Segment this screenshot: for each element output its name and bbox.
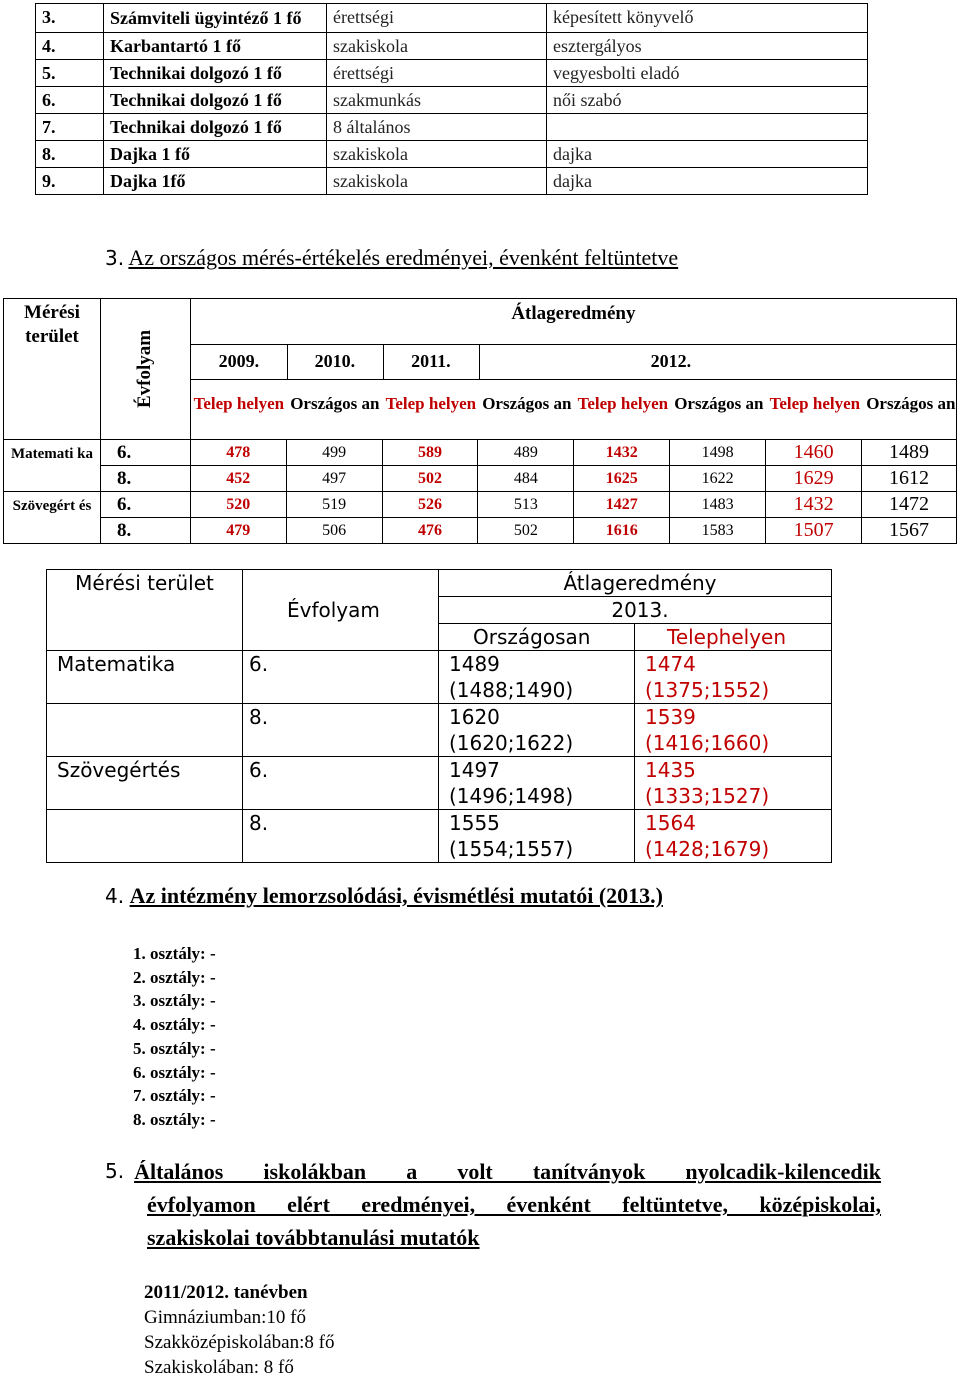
value-orszagos: 484	[478, 466, 574, 492]
avg-header-cell	[190, 299, 956, 440]
grade-cell: 6.	[243, 757, 439, 810]
staff-education: érettségi	[327, 60, 547, 87]
divider	[383, 345, 384, 379]
grade-cell: 6.	[100, 492, 190, 518]
result-row	[4, 466, 957, 492]
area-header-2: Mérési terület	[47, 570, 243, 597]
staff-row-number: 4.	[36, 33, 104, 60]
orszagosan-value: 1620	[449, 705, 500, 729]
staff-qualification: esztergályos	[547, 33, 868, 60]
orszagosan-cell	[439, 704, 635, 757]
telephelyen-value: 1474	[645, 652, 696, 676]
value-telep: 526	[382, 492, 478, 518]
area-cell	[47, 704, 243, 757]
class-list	[133, 942, 216, 1132]
staff-row	[36, 141, 868, 168]
col-orszagosan: Országosan	[439, 624, 635, 651]
telephelyen-interval: (1333;1527)	[645, 784, 770, 808]
staff-role: Dajka 1 fő	[104, 141, 327, 168]
value-telep: 478	[190, 440, 286, 466]
area-cell: Matematika	[47, 651, 243, 704]
value-orszagos: 513	[478, 492, 574, 518]
grade-header-cell	[100, 299, 190, 440]
staff-qualification: dajka	[547, 168, 868, 195]
staff-role: Dajka 1fő	[104, 168, 327, 195]
telephelyen-value: 1539	[645, 705, 696, 729]
avg-header: Átlageredmény	[511, 303, 636, 324]
staff-role: Technikai dolgozó 1 fő	[104, 60, 327, 87]
staff-qualification: képesített könyvelő	[547, 4, 868, 33]
result-row	[4, 518, 957, 544]
stats-gymnasium: Gimnáziumban:10 fő	[144, 1307, 306, 1328]
results-table-2009-2012	[3, 298, 957, 544]
value-telep: 1507	[766, 518, 862, 544]
orszagosan-interval: (1496;1498)	[449, 784, 574, 808]
value-orszagos: 1498	[670, 440, 766, 466]
value-telep: 1427	[574, 492, 670, 518]
value-telep: 1432	[766, 492, 862, 518]
grade-header: Évfolyam	[134, 329, 156, 409]
year-label: 2009.	[218, 351, 260, 371]
area-header: Mérési terület	[4, 299, 101, 440]
sub-header-telep: Telep helyen	[769, 394, 861, 413]
col-telephelyen: Telephelyen	[635, 624, 832, 651]
class-item: 1. osztály: -	[133, 944, 216, 963]
value-orszagos: 1612	[862, 466, 957, 492]
staff-row-number: 8.	[36, 141, 104, 168]
telephelyen-cell	[635, 757, 832, 810]
orszagosan-cell	[439, 810, 635, 863]
staff-education: érettségi	[327, 4, 547, 33]
grade-cell: 6.	[100, 440, 190, 466]
staff-row-number: 5.	[36, 60, 104, 87]
results-table-2013-body	[47, 651, 832, 863]
orszagosan-value: 1555	[449, 811, 500, 835]
section-title: Az intézmény lemorzsolódási, évismétlési mutatói (2013.)	[129, 883, 663, 908]
section-number: 3.	[105, 246, 125, 270]
blank-cell	[243, 570, 439, 597]
grade-cell: 8.	[243, 810, 439, 863]
value-telep: 1625	[574, 466, 670, 492]
staff-row-number: 6.	[36, 87, 104, 114]
staff-row	[36, 168, 868, 195]
orszagosan-value: 1489	[449, 652, 500, 676]
area-text: Szövegért és	[4, 492, 101, 544]
orszagosan-cell	[439, 757, 635, 810]
year-2013: 2013.	[439, 597, 832, 624]
sub-header-orszagos: Országos an	[290, 394, 380, 413]
section-4-heading	[105, 883, 663, 909]
telephelyen-value: 1435	[645, 758, 696, 782]
staff-qualification	[547, 114, 868, 141]
staff-education: szakiskola	[327, 168, 547, 195]
staff-role: Technikai dolgozó 1 fő	[104, 87, 327, 114]
value-telep: 520	[190, 492, 286, 518]
staff-role: Karbantartó 1 fő	[104, 33, 327, 60]
result-row	[4, 492, 957, 518]
divider	[287, 345, 288, 379]
value-orszagos: 1472	[862, 492, 957, 518]
staff-qualification: női szabó	[547, 87, 868, 114]
telephelyen-interval: (1428;1679)	[645, 837, 770, 861]
value-orszagos: 1567	[862, 518, 957, 544]
value-orszagos: 1622	[670, 466, 766, 492]
telephelyen-value: 1564	[645, 811, 696, 835]
staff-row-number: 7.	[36, 114, 104, 141]
stats-vocational: Szakiskolában: 8 fő	[144, 1357, 294, 1378]
value-telep: 1432	[574, 440, 670, 466]
value-orszagos: 519	[286, 492, 382, 518]
value-orszagos: 489	[478, 440, 574, 466]
section-title-line-1: Általános iskolákban a volt tanítványok nyolcadik-kilencedik	[134, 1159, 881, 1184]
telephelyen-cell	[635, 651, 832, 704]
staff-row	[36, 4, 868, 33]
sub-header-orszagos: Országos an	[482, 394, 572, 413]
orszagosan-interval: (1554;1557)	[449, 837, 574, 861]
orszagosan-cell	[439, 651, 635, 704]
result-row-2013	[47, 704, 832, 757]
orszagosan-interval: (1620;1622)	[449, 731, 574, 755]
section-3-heading	[105, 245, 678, 271]
area-cell	[47, 810, 243, 863]
sub-header-telep: Telep helyen	[577, 394, 669, 413]
area-math: Matemati ka	[4, 440, 101, 492]
grade-cell: 8.	[243, 704, 439, 757]
sub-header-telep: Telep helyen	[193, 394, 285, 413]
value-telep: 479	[190, 518, 286, 544]
class-item: 7. osztály: -	[133, 1086, 216, 1106]
telephelyen-cell	[635, 704, 832, 757]
sub-header-telep: Telep helyen	[385, 394, 477, 413]
staff-row-number: 3.	[36, 4, 104, 33]
staff-row	[36, 60, 868, 87]
orszagosan-interval: (1488;1490)	[449, 678, 574, 702]
telephelyen-interval: (1375;1552)	[645, 678, 770, 702]
results-table-2013	[46, 569, 832, 863]
result-row-2013	[47, 651, 832, 704]
result-row-2013	[47, 757, 832, 810]
value-orszagos: 1489	[862, 440, 957, 466]
value-telep: 1616	[574, 518, 670, 544]
divider	[479, 345, 480, 379]
blank-cell	[47, 597, 243, 624]
area-cell: Szövegértés	[47, 757, 243, 810]
value-telep: 452	[190, 466, 286, 492]
staff-qualification: vegyesbolti eladó	[547, 60, 868, 87]
section-title-line-2: évfolyamon elért eredményei, évenként feltüntetve, középiskolai,	[147, 1192, 881, 1217]
staff-row	[36, 87, 868, 114]
staff-education: szakmunkás	[327, 87, 547, 114]
telephelyen-interval: (1416;1660)	[645, 731, 770, 755]
result-row-2013	[47, 810, 832, 863]
value-orszagos: 497	[286, 466, 382, 492]
section-5-heading	[105, 1155, 881, 1254]
class-item: 2. osztály: -	[133, 967, 216, 987]
sub-header-row	[191, 389, 956, 437]
results-table-body	[4, 440, 957, 544]
value-orszagos: 1483	[670, 492, 766, 518]
value-orszagos: 502	[478, 518, 574, 544]
value-telep: 476	[382, 518, 478, 544]
further-education-stats	[144, 1280, 334, 1380]
class-item: 8. osztály: -	[133, 1109, 216, 1129]
section-number: 5.	[105, 1159, 125, 1183]
staff-education: 8 általános	[327, 114, 547, 141]
class-item: 4. osztály: -	[133, 1015, 216, 1035]
staff-table	[35, 3, 868, 195]
value-orszagos: 499	[286, 440, 382, 466]
staff-qualification: dajka	[547, 141, 868, 168]
year-label: 2011.	[411, 351, 451, 371]
value-telep: 502	[382, 466, 478, 492]
value-telep: 589	[382, 440, 478, 466]
value-telep: 1629	[766, 466, 862, 492]
avg-header-2: Átlageredmény	[439, 570, 832, 597]
year-label: 2012.	[650, 351, 692, 371]
sub-header-orszagos: Országos an	[674, 394, 764, 413]
class-item: 3. osztály: -	[133, 991, 216, 1011]
year-label: 2010.	[314, 351, 356, 371]
staff-row-number: 9.	[36, 168, 104, 195]
staff-row	[36, 114, 868, 141]
staff-education: szakiskola	[327, 33, 547, 60]
grade-cell: 8.	[100, 518, 190, 544]
years-row	[191, 344, 956, 380]
blank-cell	[243, 624, 439, 651]
telephelyen-cell	[635, 810, 832, 863]
staff-role: Technikai dolgozó 1 fő	[104, 114, 327, 141]
class-item: 6. osztály: -	[133, 1062, 216, 1082]
grade-header-2: Évfolyam	[243, 597, 439, 624]
section-title-line-3: szakiskolai továbbtanulási mutatók	[147, 1225, 480, 1250]
staff-education: szakiskola	[327, 141, 547, 168]
value-orszagos: 1583	[670, 518, 766, 544]
value-telep: 1460	[766, 440, 862, 466]
result-row	[4, 440, 957, 466]
sub-header-orszagos: Országos an	[866, 394, 956, 413]
stats-year: 2011/2012. tanévben	[144, 1282, 308, 1303]
staff-row	[36, 33, 868, 60]
section-title: Az országos mérés-értékelés eredményei, évenként feltüntetve	[128, 245, 679, 270]
orszagosan-value: 1497	[449, 758, 500, 782]
class-item: 5. osztály: -	[133, 1038, 216, 1058]
grade-cell: 6.	[243, 651, 439, 704]
staff-table-body	[36, 4, 868, 195]
blank-cell	[47, 624, 243, 651]
section-number: 4.	[105, 884, 125, 908]
grade-cell: 8.	[100, 466, 190, 492]
stats-vocational-secondary: Szakközépiskolában:8 fő	[144, 1332, 335, 1353]
staff-role: Számviteli ügyintéző 1 fő	[104, 4, 327, 33]
value-orszagos: 506	[286, 518, 382, 544]
